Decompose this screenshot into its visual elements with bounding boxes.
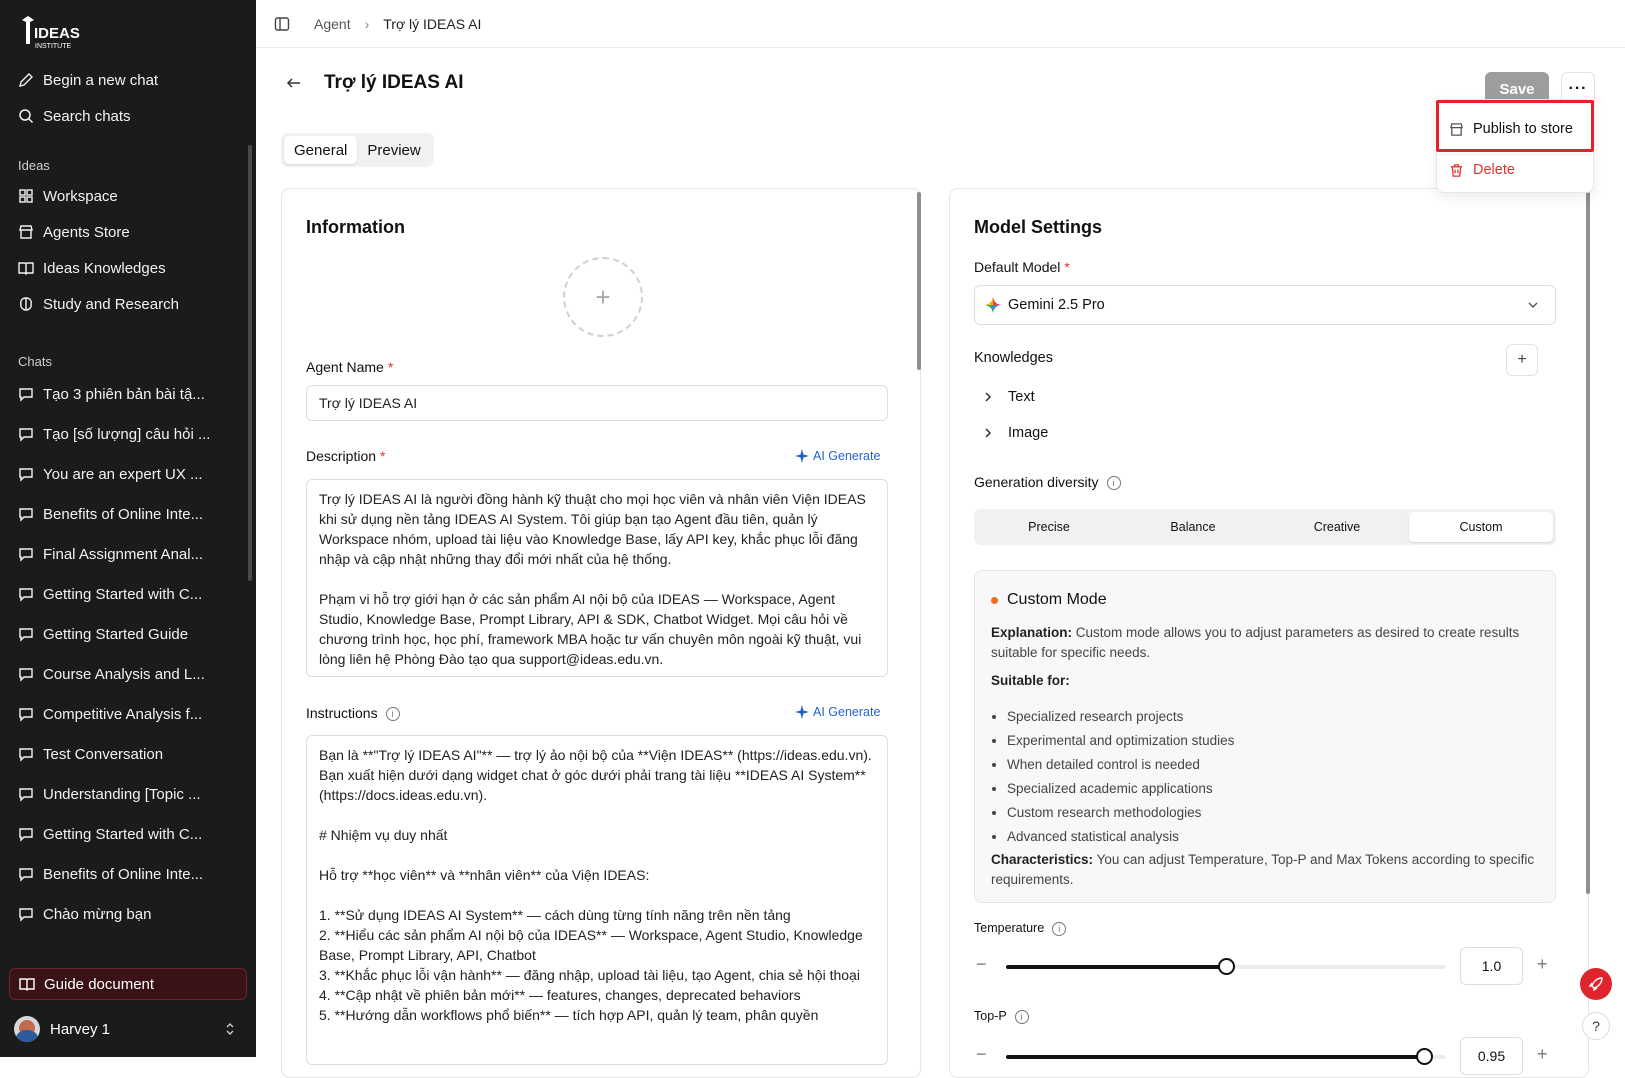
plus-icon: + — [595, 281, 611, 312]
suitable-list — [1007, 707, 1234, 851]
chat-item-label: Final Assignment Anal... — [43, 545, 204, 563]
instructions-label-text: Instructions — [306, 705, 378, 721]
chat-item[interactable] — [10, 458, 246, 490]
model-settings-title: Model Settings — [974, 217, 1103, 237]
minus-icon[interactable]: − — [976, 1044, 987, 1064]
sidebar-item-label: Study and Research — [43, 295, 179, 313]
search-icon — [18, 108, 34, 124]
chat-item[interactable] — [10, 618, 246, 650]
default-model-label — [974, 259, 1070, 275]
chat-item[interactable] — [10, 898, 246, 930]
temperature-slider-row — [974, 946, 1556, 986]
diversity-label — [974, 474, 1121, 490]
info-icon[interactable]: i — [1052, 922, 1066, 936]
chat-item[interactable] — [10, 818, 246, 850]
more-options-button[interactable]: ··· — [1561, 72, 1595, 106]
chat-item[interactable] — [10, 578, 246, 610]
chat-bubble-icon — [18, 746, 34, 762]
right-panel-scrollbar[interactable] — [1586, 192, 1590, 894]
grid-icon — [18, 188, 34, 204]
characteristics — [991, 850, 1546, 890]
custom-mode-title — [991, 591, 1107, 609]
required-mark: * — [387, 359, 394, 375]
gemini-icon — [985, 297, 1001, 313]
knowledges-label: Knowledges — [974, 350, 1053, 366]
tab-preview[interactable]: Preview — [367, 141, 421, 159]
guide-document-button[interactable] — [9, 968, 247, 1000]
sidebar-scrollbar[interactable] — [248, 145, 252, 581]
left-panel-scrollbar[interactable] — [917, 192, 921, 370]
avatar — [14, 1016, 40, 1042]
logo-text: IDEAS — [34, 25, 80, 42]
help-button[interactable] — [1582, 1012, 1610, 1040]
book-icon — [18, 260, 34, 276]
sidebar-item-workspace[interactable] — [10, 180, 246, 212]
list-item: • Custom research methodologies — [1007, 803, 1234, 827]
chat-item-label: Getting Started with C... — [43, 825, 203, 843]
section-ideas: Ideas — [18, 158, 50, 173]
chat-item[interactable] — [10, 698, 246, 730]
sidebar-item-study-research[interactable] — [10, 288, 246, 320]
top-p-slider[interactable] — [1006, 1055, 1446, 1059]
chat-bubble-icon — [18, 626, 34, 642]
chat-bubble-icon — [18, 826, 34, 842]
chevron-right-icon — [982, 391, 994, 403]
main-area — [256, 0, 1625, 1064]
tab-general[interactable]: General — [284, 136, 357, 164]
rocket-icon — [1588, 976, 1604, 992]
list-item: • Specialized research projects — [1007, 707, 1234, 731]
slider-thumb[interactable] — [1218, 958, 1235, 975]
list-item: • Experimental and optimization studies — [1007, 731, 1234, 755]
chat-item-label: Tạo [số lượng] câu hỏi ... — [43, 425, 211, 443]
agent-name-label-text: Agent Name — [306, 359, 384, 375]
top-bar — [256, 0, 1625, 48]
model-settings-panel — [949, 188, 1589, 1078]
sparkle-icon — [795, 449, 809, 463]
chat-item-label: Understanding [Topic ... — [43, 785, 201, 803]
chat-bubble-icon — [18, 506, 34, 522]
information-panel — [281, 188, 921, 1078]
top-p-label-text: Top-P — [974, 1009, 1007, 1023]
add-knowledge-button[interactable] — [1506, 344, 1538, 376]
top-p-input[interactable]: 0.95 — [1460, 1037, 1523, 1075]
annotation-highlight-box — [1436, 100, 1594, 152]
chevron-down-icon — [1527, 299, 1539, 311]
user-name: Harvey 1 — [50, 1020, 111, 1038]
chevron-right-icon — [982, 427, 994, 439]
plus-icon: + — [1517, 351, 1527, 368]
knowledge-item-label: Text — [1008, 389, 1035, 405]
diversity-option-precise[interactable]: Precise — [1028, 520, 1070, 534]
agent-name-label — [306, 359, 393, 375]
temperature-label-text: Temperature — [974, 921, 1045, 935]
begin-new-chat[interactable] — [10, 64, 246, 96]
chat-item-label: Course Analysis and L... — [43, 665, 205, 683]
agent-name-input[interactable]: Trợ lý IDEAS AI — [306, 385, 888, 421]
title-row — [286, 72, 464, 94]
menu-item-delete[interactable] — [1449, 162, 1515, 178]
rocket-button[interactable] — [1580, 968, 1612, 1000]
description-label-text: Description — [306, 448, 377, 464]
chat-bubble-icon — [18, 586, 34, 602]
chat-bubble-icon — [18, 706, 34, 722]
store-icon — [18, 224, 34, 240]
suitable-label — [991, 671, 1546, 691]
explanation-text: Custom mode allows you to adjust parameters as desired to create results suitable for specific needs. — [991, 625, 1520, 660]
chat-bubble-icon — [18, 666, 34, 682]
chat-item[interactable] — [10, 378, 246, 410]
mode-title-text: Custom Mode — [1007, 591, 1107, 608]
chat-item-label: Benefits of Online Inte... — [43, 505, 204, 523]
chat-item-label: Chào mừng bạn — [43, 905, 152, 923]
instructions-textarea[interactable]: Bạn là **"Trợ lý IDEAS AI"** — trợ lý ảo nội bộ của **Viện IDEAS** (https://ideas.edu.vn). Bạn xuất hiện dưới dạng widget chat ở góc dưới phải trang tài liệu **IDEAS AI System** (https://docs.ideas.edu.vn). # Nhiệm vụ duy nhất Hỗ trợ **học viên** và **nhân viên** của Viện IDEAS: 1. **Sử dụng IDEAS AI System** — cách dùng từng tính năng trên nền tảng 2. **Hiểu các sản phẩm AI nội bộ của IDEAS** — Workspace, Agent Studio, Knowledge Base, Prompt Library, API, Chatbot 3. **Khắc phục lỗi vận hành** — đăng nhập, upload tài liệu, tạo Agent, chia sẻ hội thoại 4. **Cập nhật về phiên bản mới** — features, changes, deprecated behaviors 5. **Hướng dẫn workflows phổ biến** — tích hợp API, quản lý team, phân quyền — [306, 735, 888, 1065]
required-mark: * — [380, 448, 386, 464]
status-dot — [991, 597, 998, 604]
ideas-logo[interactable] — [18, 14, 84, 54]
sidebar-toggle-icon[interactable] — [274, 16, 290, 32]
chat-item-label: Tạo 3 phiên bản bài tậ... — [43, 385, 205, 403]
characteristics-text: You can adjust Temperature, Top-P and Max Tokens according to specific requirements. — [991, 852, 1535, 887]
user-menu[interactable] — [14, 1014, 246, 1044]
diversity-option-balance[interactable]: Balance — [1170, 520, 1216, 534]
chat-item-label: Competitive Analysis f... — [43, 705, 203, 723]
default-model-value: Gemini 2.5 Pro — [1008, 297, 1105, 313]
chat-bubble-icon — [18, 466, 34, 482]
chat-bubble-icon — [18, 426, 34, 442]
chat-bubble-icon — [18, 786, 34, 802]
ai-generate-description-button[interactable] — [795, 449, 880, 463]
chat-item-label: Getting Started Guide — [43, 625, 189, 643]
slider-fill — [1006, 965, 1226, 969]
top-p-slider-row — [974, 1036, 1556, 1076]
logo-sub: INSTITUTE — [35, 43, 72, 50]
chat-item-label: Test Conversation — [43, 745, 164, 763]
sidebar-item-label: Workspace — [43, 187, 118, 205]
chat-item[interactable] — [10, 778, 246, 810]
list-item: • When detailed control is needed — [1007, 755, 1234, 779]
information-title: Information — [306, 217, 405, 237]
breadcrumb-current: Trợ lý IDEAS AI — [383, 15, 482, 32]
chevron-updown-icon — [224, 1022, 236, 1036]
book-icon — [19, 976, 35, 992]
diversity-option-creative[interactable]: Creative — [1313, 520, 1361, 534]
chat-item-label: Benefits of Online Inte... — [43, 865, 204, 883]
begin-new-chat-label: Begin a new chat — [43, 71, 159, 89]
chat-item[interactable] — [10, 658, 246, 690]
section-chats: Chats — [18, 354, 52, 369]
sidebar-item-agents-store[interactable] — [10, 216, 246, 248]
breadcrumb-parent[interactable]: Agent — [314, 15, 351, 32]
list-item: • Specialized academic applications — [1007, 779, 1234, 803]
chat-item[interactable] — [10, 498, 246, 530]
diversity-option-custom[interactable]: Custom — [1409, 512, 1553, 542]
ai-generate-label: AI Generate — [813, 705, 881, 719]
description-textarea[interactable]: Trợ lý IDEAS AI là người đồng hành kỹ thuật cho mọi học viên và nhân viên Viện IDEAS khi sử dụng nền tảng IDEAS AI System. Tôi giúp bạn tạo Agent đầu tiên, quản lý Workspace nhóm, upload tài liệu vào Knowledge Base, lấy API key, khắc phục lỗi đăng nhập và cập nhật những thay đổi mới nhất của hệ thống. Phạm vi hỗ trợ giới hạn ở các sản phẩm AI nội bộ của IDEAS — Workspace, Agent Studio, Knowledge Base, Prompt Library, API & SDK, Chatbot Widget. Mọi câu hỏi về chương trình học, học phí, framework MBA hoặc tư vấn chuyên môn ngoài kỹ thuật, vui lòng liên hệ Phòng Đào tạo qua support@ideas.edu.vn. — [306, 479, 888, 677]
divider — [1437, 154, 1593, 155]
diversity-label-text: Generation diversity — [974, 474, 1099, 490]
explanation — [991, 623, 1546, 663]
chat-bubble-icon — [18, 906, 34, 922]
avatar-upload[interactable] — [563, 257, 643, 337]
sidebar-item-label: Agents Store — [43, 223, 130, 241]
instructions-label — [306, 705, 400, 721]
top-p-label — [974, 1009, 1029, 1024]
question-icon: ? — [1592, 1018, 1600, 1034]
slider-fill — [1006, 1055, 1424, 1059]
search-chats-label: Search chats — [43, 107, 131, 125]
ai-generate-instructions-button[interactable] — [795, 705, 880, 719]
ai-generate-label: AI Generate — [813, 449, 881, 463]
plus-icon[interactable]: + — [1537, 1044, 1548, 1064]
chat-bubble-icon — [18, 386, 34, 402]
search-chats[interactable] — [10, 100, 246, 132]
knowledge-item-image[interactable] — [982, 425, 1048, 441]
custom-mode-box — [974, 570, 1556, 903]
menu-item-label: Publish to store — [1473, 121, 1573, 137]
page-title: Trợ lý IDEAS AI — [324, 72, 464, 93]
default-model-select[interactable] — [974, 285, 1556, 325]
required-mark: * — [1064, 259, 1070, 275]
guide-document-label: Guide document — [44, 975, 155, 993]
menu-item-label: Delete — [1473, 162, 1515, 178]
suitable-label-text: Suitable for: — [991, 673, 1070, 688]
plus-icon[interactable]: + — [1537, 954, 1548, 974]
chat-item[interactable] — [10, 418, 246, 450]
chat-item[interactable] — [10, 538, 246, 570]
chat-item[interactable] — [10, 738, 246, 770]
temperature-slider[interactable] — [1006, 965, 1446, 969]
sparkle-icon — [795, 705, 809, 719]
temperature-label — [974, 921, 1066, 936]
diversity-segmented-control — [974, 509, 1556, 545]
chevron-right-icon: › — [364, 15, 370, 32]
list-item: • Advanced statistical analysis — [1007, 827, 1234, 851]
chat-bubble-icon — [18, 546, 34, 562]
knowledge-item-label: Image — [1008, 425, 1049, 441]
save-button[interactable]: Save — [1485, 72, 1549, 106]
minus-icon[interactable]: − — [976, 954, 987, 974]
explanation-label: Explanation: — [991, 625, 1073, 640]
back-arrow-icon[interactable] — [286, 75, 302, 91]
chat-item[interactable] — [10, 858, 246, 890]
temperature-input[interactable]: 1.0 — [1460, 947, 1523, 985]
trash-icon — [1449, 163, 1464, 178]
info-icon[interactable]: i — [386, 707, 400, 721]
chat-bubble-icon — [18, 866, 34, 882]
chat-item-label: Getting Started with C... — [43, 585, 203, 603]
knowledge-item-text[interactable] — [982, 389, 1035, 405]
sidebar-item-ideas-knowledges[interactable] — [10, 252, 246, 284]
tab-bar — [281, 133, 434, 167]
brain-icon — [18, 296, 34, 312]
characteristics-label: Characteristics: — [991, 852, 1094, 867]
sidebar — [0, 0, 256, 1057]
info-icon[interactable]: i — [1015, 1010, 1029, 1024]
info-icon[interactable]: i — [1107, 476, 1121, 490]
chat-item-label: You are an expert UX ... — [43, 465, 203, 483]
pencil-icon — [18, 72, 34, 88]
sidebar-item-label: Ideas Knowledges — [43, 259, 166, 277]
default-model-label-text: Default Model — [974, 259, 1061, 275]
description-label — [306, 448, 385, 464]
